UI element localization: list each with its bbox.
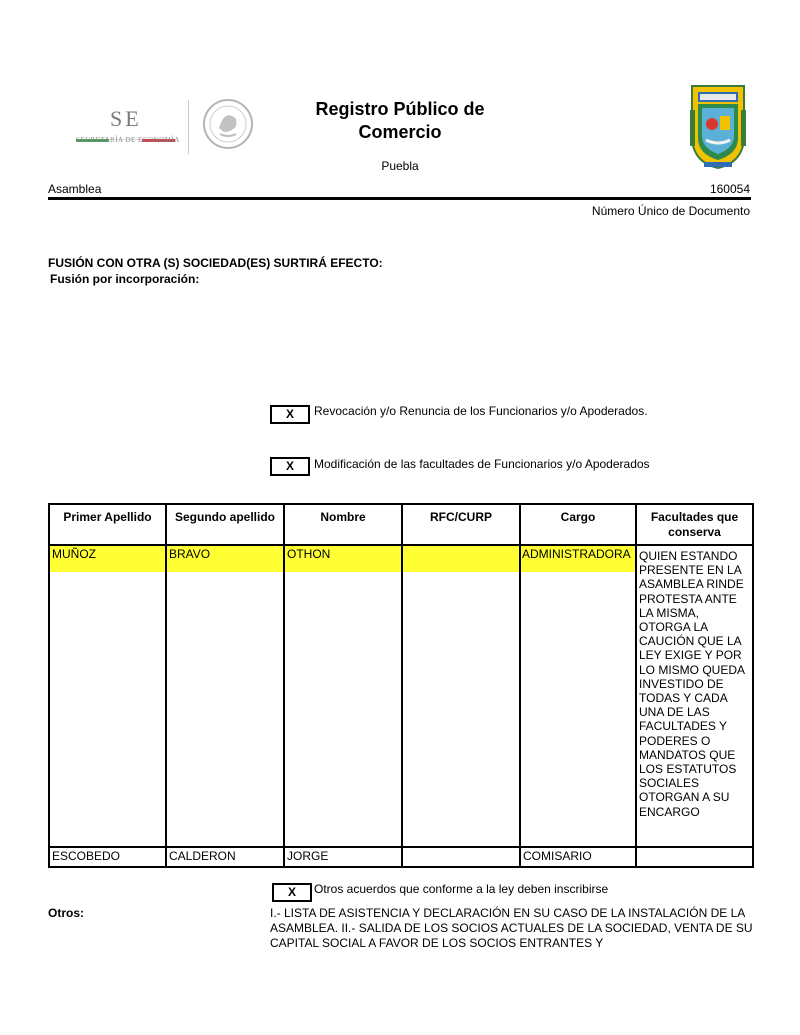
title-line-1: Registro Público de (315, 99, 485, 119)
title-line-2: Comercio (358, 122, 442, 142)
cell-cargo: COMISARIO (520, 847, 636, 867)
revocation-label: Revocación y/o Renuncia de los Funcionarios y/o Apoderados. (314, 404, 648, 418)
logo-divider (188, 100, 189, 154)
fusion-subheading: Fusión por incorporación: (50, 272, 200, 286)
modification-label: Modificación de las facultades de Funcionarios y/o Apoderados (314, 457, 650, 471)
header-nombre: Nombre (284, 504, 402, 545)
cell-facultades (636, 847, 753, 867)
header-primer-apellido: Primer Apellido (49, 504, 166, 545)
cell-cargo: ADMINISTRADORA (520, 545, 636, 847)
mexican-national-seal-icon (202, 98, 254, 150)
cell-primer-apellido: MUÑOZ (49, 545, 166, 847)
table-row (49, 545, 753, 847)
puebla-coat-of-arms-icon (686, 80, 750, 170)
cell-rfc-curp (402, 847, 520, 867)
otros-label: Otros: (48, 906, 84, 920)
cell-primer-apellido: ESCOBEDO (49, 847, 166, 867)
modification-checkbox[interactable]: X (270, 457, 310, 476)
header-cargo: Cargo (520, 504, 636, 545)
fusion-heading: FUSIÓN CON OTRA (S) SOCIEDAD(ES) SURTIRÁ EFECTO: (48, 256, 383, 270)
document-type: Asamblea (48, 182, 102, 196)
cell-nombre: JORGE (284, 847, 402, 867)
revocation-checkbox[interactable]: X (270, 405, 310, 424)
page-title (300, 98, 500, 144)
header-rule (48, 197, 751, 200)
document-number: 160054 (709, 182, 750, 196)
otros-text: I.- LISTA DE ASISTENCIA Y DECLARACIÓN EN SU CASO DE LA INSTALACIÓN DE LA ASAMBLEA. II.- SALIDA DE LOS SOCIOS ACTUALES DE LA SOCIEDAD, VENTA DE SU CAPITAL SOCIAL A FAVOR DE LOS SOCIOS ENTRANTES Y (270, 906, 753, 950)
cell-facultades: QUIEN ESTANDO PRESENTE EN LA ASAMBLEA RINDE PROTESTA ANTE LA MISMA, OTORGA LA CAUCIÓN QUE LA LEY EXIGE Y POR LO MISMO QUEDA INVESTIDO DE TODAS Y CADA UNA DE LAS FACULTADES Y PODERES O MANDATOS QUE LOS ESTATUTOS SOCIALES OTORGAN A SU ENCARGO (636, 545, 753, 847)
otros-checkbox-label: Otros acuerdos que conforme a la ley deben inscribirse (314, 882, 609, 896)
city-label: Puebla (381, 159, 419, 173)
otros-checkbox[interactable]: X (272, 883, 312, 902)
header-rfc-curp: RFC/CURP (402, 504, 520, 545)
header-segundo-apellido: Segundo apellido (166, 504, 284, 545)
table-row (49, 847, 753, 867)
cell-segundo-apellido: CALDERON (166, 847, 284, 867)
se-logo-subtitle: SECRETARÍA DE ECONOMÍA (76, 136, 180, 144)
document-number-label: Número Único de Documento (591, 204, 750, 218)
table-header-row (49, 504, 753, 545)
header-facultades: Facultades que conserva (636, 504, 753, 545)
se-logo-bars (76, 129, 176, 132)
cell-rfc-curp (402, 545, 520, 847)
se-logo-letters: SE (110, 106, 142, 131)
cell-segundo-apellido: BRAVO (166, 545, 284, 847)
secretaria-economia-logo (70, 100, 250, 156)
officers-table (48, 503, 754, 868)
cell-nombre: OTHON (284, 545, 402, 847)
